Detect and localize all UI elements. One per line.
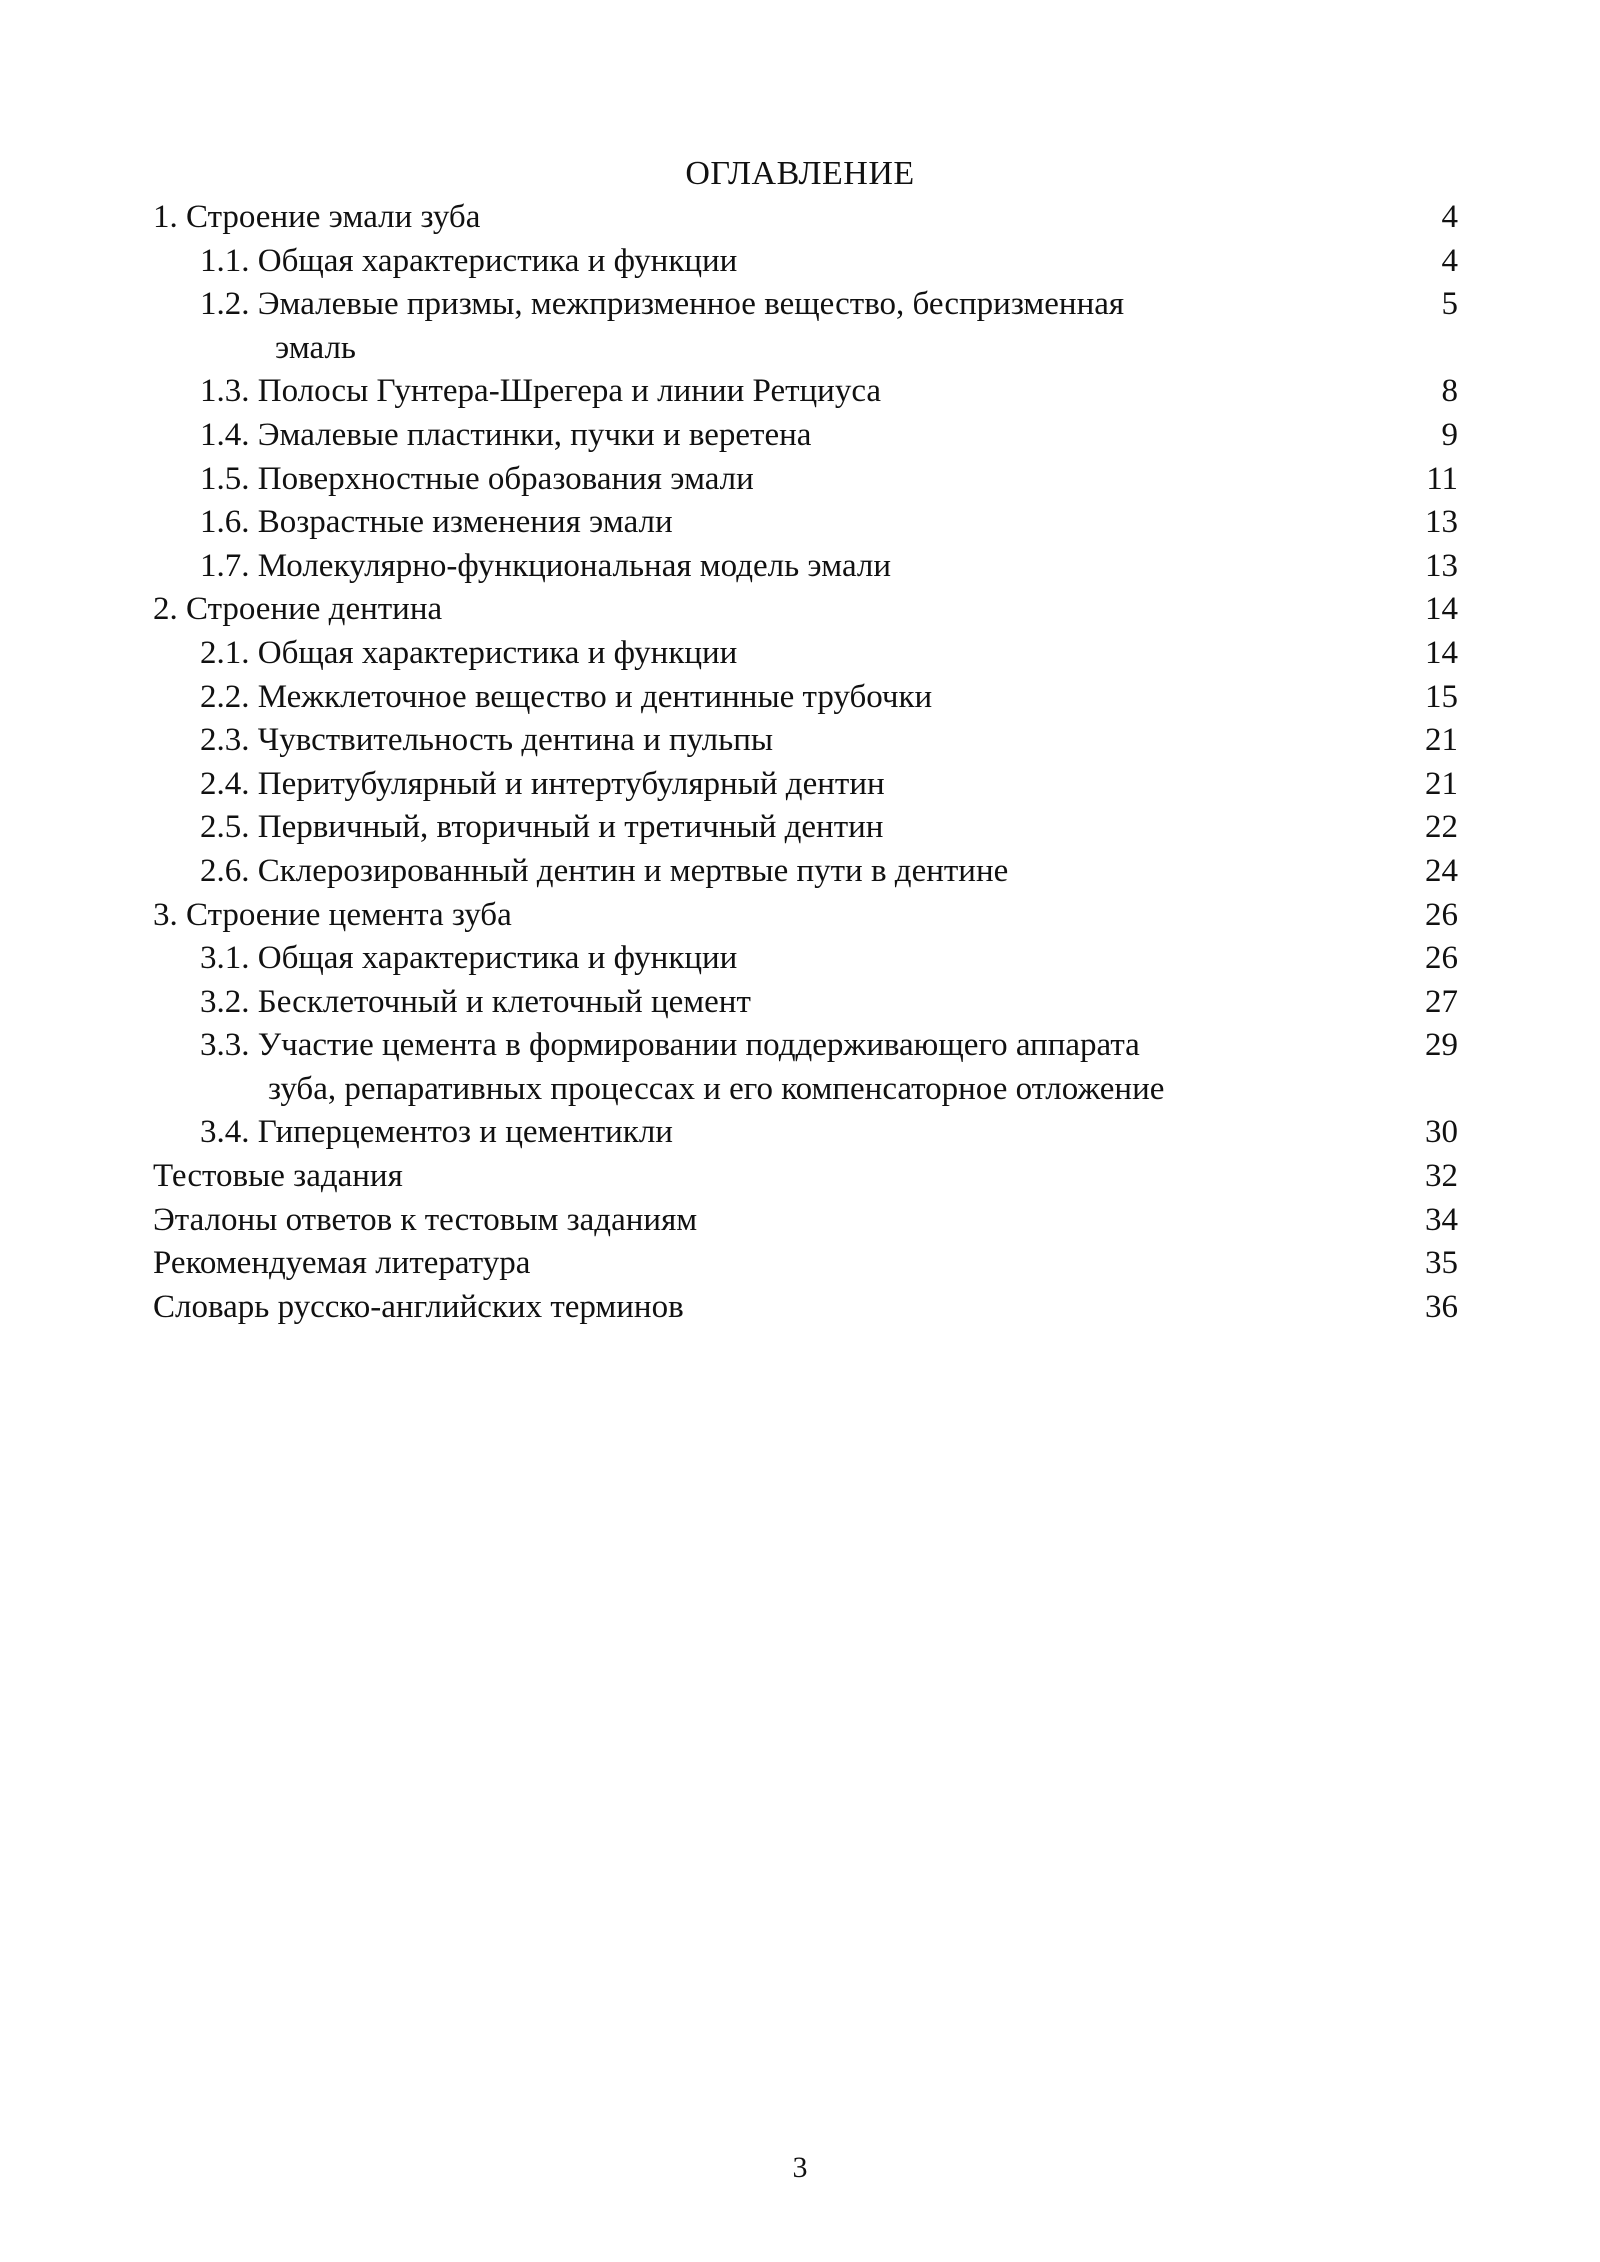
- toc-entry: [153, 458, 1458, 502]
- toc-entry: [153, 1242, 1458, 1286]
- toc-entry-text: 1.7. Молекулярно-функциональная модель эмали: [200, 547, 892, 584]
- toc-entry-page: 14: [1425, 634, 1458, 671]
- toc-entry: [153, 806, 1458, 850]
- toc-entry-text: 2.4. Перитубулярный и интертубулярный дентин: [200, 765, 885, 802]
- toc-entry-text: 1.4. Эмалевые пластинки, пучки и веретена: [200, 416, 812, 453]
- toc-entry-text: Рекомендуемая литература: [153, 1245, 531, 1282]
- toc-entry-page: 14: [1425, 591, 1458, 628]
- toc-entry-text: 2. Строение дентина: [153, 591, 443, 628]
- toc-entry-text: 1.5. Поверхностные образования эмали: [200, 460, 754, 497]
- toc-entry-page: 29: [1425, 1027, 1458, 1064]
- toc-entry-page: 24: [1425, 852, 1458, 889]
- toc-entry-text: 2.1. Общая характеристика и функции: [200, 634, 738, 671]
- toc-entry: [153, 937, 1458, 981]
- toc-entry: [153, 719, 1458, 763]
- toc-entry: [153, 414, 1458, 458]
- toc-entry-page: 30: [1425, 1114, 1458, 1151]
- toc-entry-text: 1. Строение эмали зуба: [153, 199, 481, 235]
- toc-entry-page: 27: [1425, 983, 1458, 1020]
- toc-entry: [153, 850, 1458, 894]
- toc-entry: [153, 1111, 1458, 1155]
- toc-entry: [153, 1286, 1458, 1330]
- toc-entry-text: 3.2. Бесклеточный и клеточный цемент: [200, 983, 751, 1020]
- toc-entry-page: 8: [1441, 373, 1458, 410]
- toc-entry-page: 15: [1425, 678, 1458, 715]
- toc-entry: [153, 588, 1458, 632]
- page-number: 3: [792, 2151, 808, 2184]
- toc-entry-text-line2: зуба, репаративных процессах и его компенсаторное отложение: [268, 1070, 1165, 1107]
- toc-entry-page: 9: [1441, 416, 1458, 453]
- toc-entry-text: [153, 1024, 1380, 1111]
- toc-entry: [153, 370, 1458, 414]
- toc-entry: [153, 632, 1458, 676]
- toc-entry-page: 35: [1425, 1245, 1458, 1282]
- toc-entry: [153, 676, 1458, 720]
- toc-entry-page: 13: [1425, 504, 1458, 541]
- toc-entry: [153, 1024, 1458, 1111]
- toc-entry: [153, 283, 1458, 370]
- toc-entry-page: 4: [1441, 199, 1458, 235]
- toc-entry-text: Тестовые задания: [153, 1158, 403, 1195]
- toc-entry-page: 21: [1425, 722, 1458, 759]
- toc-entry-page: 21: [1425, 765, 1458, 802]
- toc-entry-text: 2.3. Чувствительность дентина и пульпы: [200, 722, 774, 759]
- toc-entry-text: 2.5. Первичный, вторичный и третичный дентин: [200, 809, 884, 846]
- toc-entry-text-line1: 1.2. Эмалевые призмы, межпризменное вещество, беспризменная: [200, 286, 1125, 323]
- toc-entry-page: 36: [1425, 1288, 1458, 1325]
- toc-entry: [153, 545, 1458, 589]
- toc-entry: [153, 763, 1458, 807]
- toc-entry: [153, 240, 1458, 284]
- toc-entry-page: 26: [1425, 896, 1458, 933]
- toc-entry-page: 13: [1425, 547, 1458, 584]
- page-title: ОГЛАВЛЕНИЕ: [685, 155, 915, 192]
- toc-entry-page: 4: [1441, 242, 1458, 279]
- toc-entry-text: [153, 283, 1380, 370]
- toc-entry-page: 32: [1425, 1158, 1458, 1195]
- toc-entry-page: 34: [1425, 1201, 1458, 1238]
- toc-entry-text-line1: 3.3. Участие цемента в формировании поддерживающего аппарата: [200, 1027, 1140, 1064]
- table-of-contents: [153, 196, 1458, 1329]
- toc-entry-text: 3.1. Общая характеристика и функции: [200, 940, 738, 977]
- toc-entry-page: 5: [1441, 286, 1458, 323]
- toc-entry-text: 1.3. Полосы Гунтера-Шрегера и линии Ретциуса: [200, 373, 882, 410]
- toc-entry-text-line2: эмаль: [275, 329, 356, 366]
- toc-entry: [153, 1155, 1458, 1199]
- toc-entry-text: 1.1. Общая характеристика и функции: [200, 242, 738, 279]
- toc-entry: [153, 501, 1458, 545]
- toc-entry-page: 22: [1425, 809, 1458, 846]
- toc-entry: [153, 894, 1458, 938]
- toc-entry-text: 1.6. Возрастные изменения эмали: [200, 504, 673, 541]
- toc-entry-text: 3. Строение цемента зуба: [153, 896, 512, 933]
- toc-entry-text: 3.4. Гиперцементоз и цементикли: [200, 1114, 673, 1151]
- toc-entry-text: Эталоны ответов к тестовым заданиям: [153, 1201, 698, 1238]
- toc-entry-text: Словарь русско-английских терминов: [153, 1288, 684, 1325]
- toc-entry-page: 11: [1426, 460, 1458, 497]
- toc-entry: [153, 981, 1458, 1025]
- toc-entry: [153, 1199, 1458, 1243]
- toc-entry: [153, 196, 1458, 240]
- toc-entry-text: 2.2. Межклеточное вещество и дентинные трубочки: [200, 678, 933, 715]
- toc-entry-text: 2.6. Склерозированный дентин и мертвые пути в дентине: [200, 852, 1009, 889]
- toc-entry-page: 26: [1425, 940, 1458, 977]
